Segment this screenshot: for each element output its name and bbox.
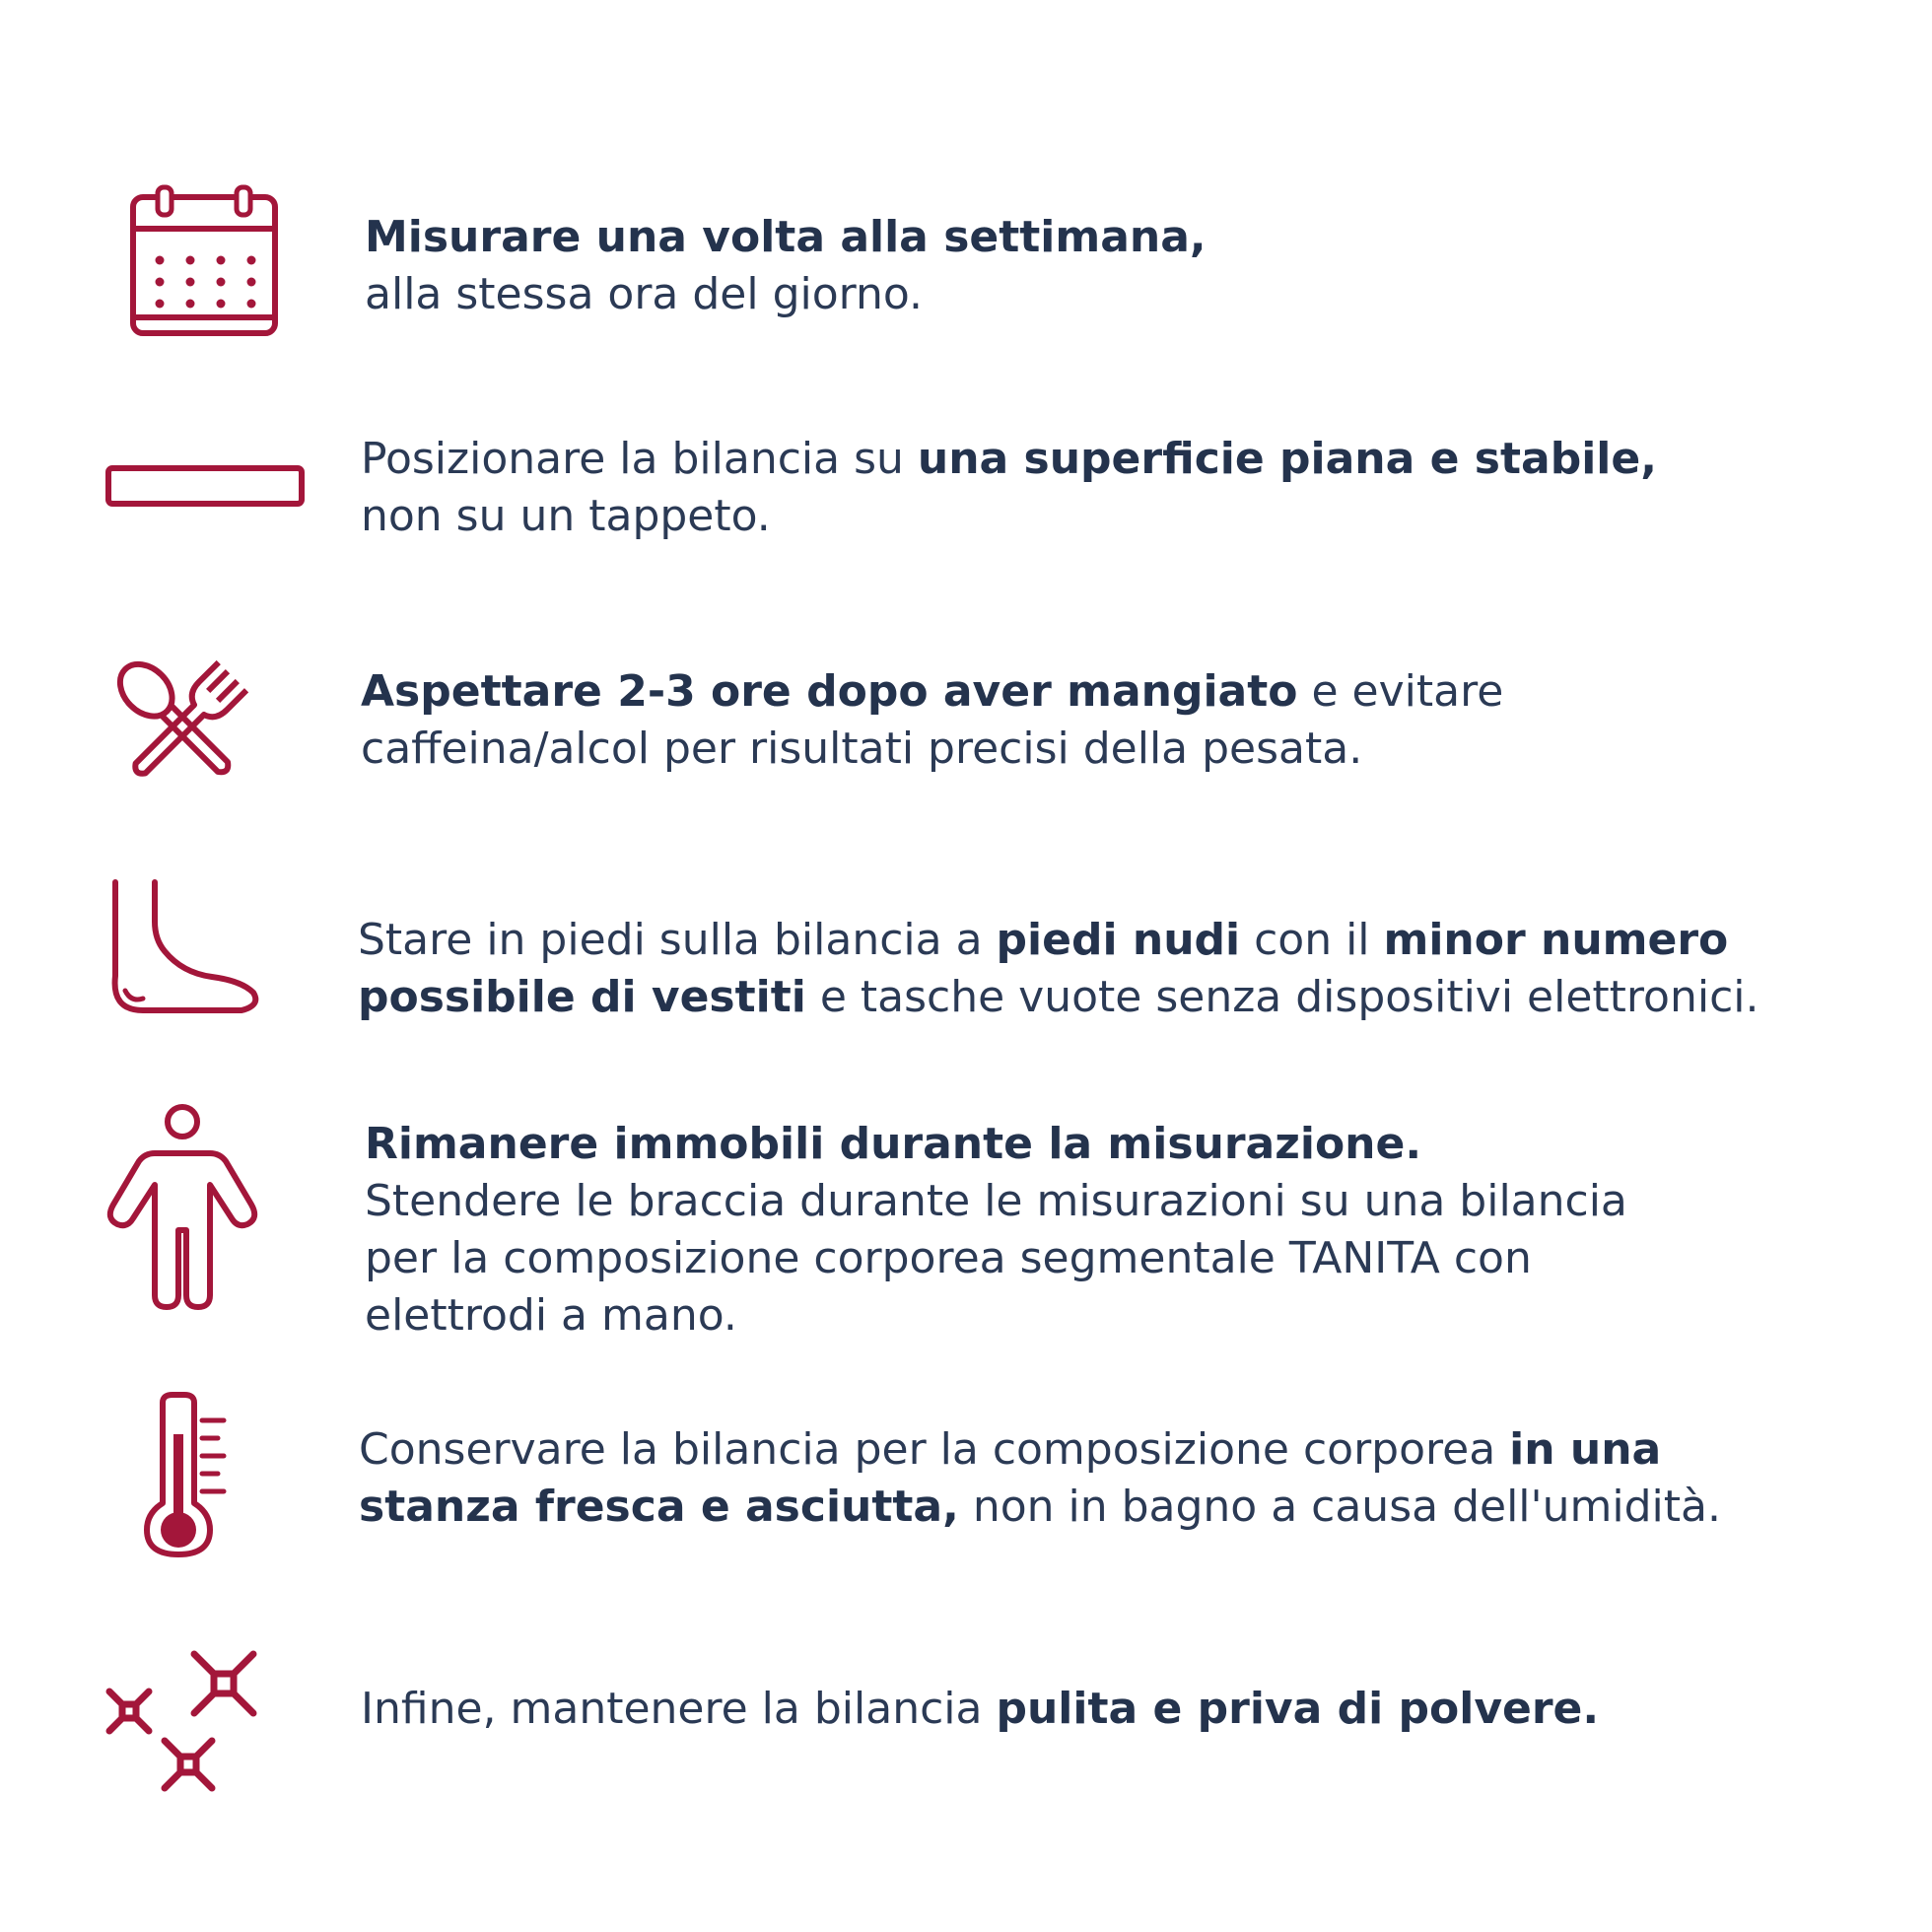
tip-line: non su un tappeto. (361, 491, 771, 541)
tip-text (361, 663, 1503, 778)
person-icon (104, 1102, 310, 1309)
tip-line: elettrodi a mano. (365, 1290, 737, 1341)
tip-text (365, 209, 1207, 323)
sparkle-clean-icon (104, 1644, 310, 1802)
fork-spoon-icon (104, 656, 310, 798)
tip-line: Rimanere immobili durante la misurazione. (365, 1119, 1422, 1169)
tip-text (365, 1116, 1627, 1345)
tip-text (358, 912, 1759, 1026)
flat-surface-icon (104, 463, 310, 513)
tip-line: per la composizione corporea segmentale TANITA con (365, 1233, 1532, 1283)
foot-icon (104, 882, 310, 1020)
thermometer-icon (104, 1395, 310, 1557)
tip-text (361, 1681, 1599, 1738)
tip-line: Misurare una volta alla settimana, (365, 212, 1207, 262)
tip-line: stanza fresca e asciutta, non in bagno a causa dell'umidità. (359, 1482, 1721, 1532)
tip-line: Posizionare la bilancia su una superficie piana e stabile, (361, 434, 1657, 484)
tip-line: caffeina/alcol per risultati precisi della pesata. (361, 724, 1363, 774)
tip-line: possibile di vestiti e tasche vuote senza dispositivi elettronici. (358, 972, 1760, 1022)
tip-line: Stendere le braccia durante le misurazioni su una bilancia (365, 1176, 1627, 1226)
tip-line: Infine, mantenere la bilancia pulita e priva di polvere. (361, 1684, 1600, 1734)
calendar-icon (104, 187, 310, 345)
tip-text (359, 1421, 1721, 1536)
tip-line: Conservare la bilancia per la composizione corporea in una (359, 1424, 1662, 1475)
tip-line: Stare in piedi sulla bilancia a piedi nudi con il minor numero (358, 915, 1729, 965)
tip-line: alla stessa ora del giorno. (365, 269, 923, 319)
tip-text (361, 431, 1657, 545)
tip-line: Aspettare 2-3 ore dopo aver mangiato e evitare (361, 666, 1504, 717)
